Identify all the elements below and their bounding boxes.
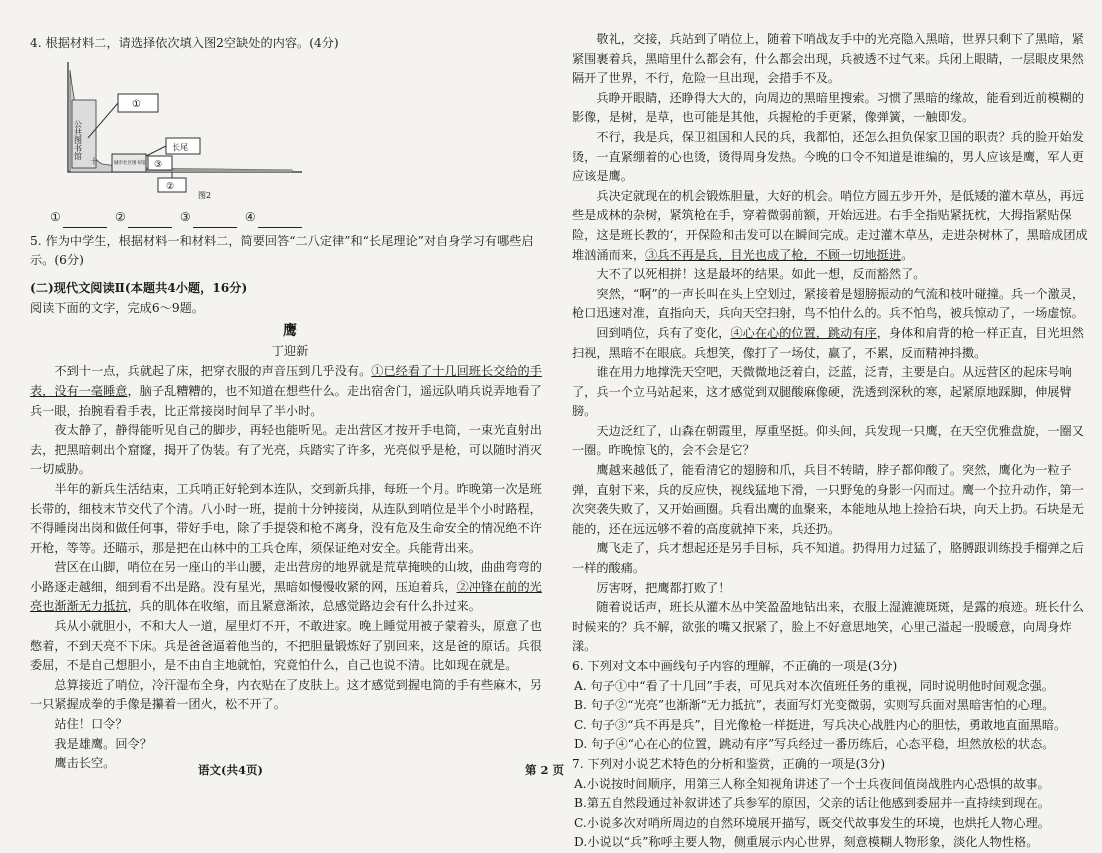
paragraph-18: 天边泛红了，山森在朝霞里，厚重坚挺。仰头间，兵发现一只鹰，在天空优雅盘旋，一圈又一圈。昨晚惊飞的，会不会是它？ (572, 423, 1084, 458)
q7-option-a[interactable]: A.小说按时间顺序，用第三人称全知视角讲述了一个士兵夜间值岗战胜内心恐惧的故事。 (574, 776, 1050, 791)
blank-2[interactable]: ② (115, 208, 172, 228)
figure-caption: 图2 (198, 190, 212, 200)
underlined-sentence-2: ②冲锋在前的光亮也渐渐无力抵抗 (30, 579, 542, 614)
paragraph-13: 兵决定就现在的机会锻炼胆量，大好的机会。哨位方圆五步开外，是低矮的灌木草丛，再远些是成林的杂树，紧筑枪在手，穿着微弱前额，开始远进。右手全指贴紧抚枕，大拇指紧贴保险，这是班长教的‘，开保险和击发可以在瞬间完成。走过灌木草丛，走进杂树林了，黑暗成团成堆汹涌而来，③兵不再是兵，目光也成了枪，不顾一切地挺进。 (572, 188, 1088, 262)
paragraph-1: 不到十一点，兵就起了床，把穿衣服的声音压到几乎没有。①已经看了十几回班长交给的手表，没有一毫睡意，脑子乱糟糟的，也不知道在想些什么。走出宿舍门，遥远队哨兵说弄地看了兵一眼，抬腕看看手表，比正常接岗时间早了半小时。 (30, 364, 542, 418)
q6-option-c[interactable]: C. 句子③“兵不再是兵”，目光像枪一样挺进，写兵决心战胜内心的胆怯，勇敢地直面黑暗。 (574, 717, 1067, 732)
underlined-sentence-1: ①已经看了十几回班长交给的手表，没有一毫睡意 (30, 364, 542, 398)
q6-option-b[interactable]: B. 句子②“光亮”也渐渐“无力抵抗”，表面写灯光变微弱，实则写兵面对黑暗害怕的心理。 (574, 698, 1055, 713)
paragraph-16: 回到哨位，兵有了变化，④心在心的位置，跳动有序，身体和肩背的枪一样正直，目光坦然扫视，黑暗不在眼底。兵想笑，像打了一场仗，赢了，不累，反而精神抖擞。 (572, 325, 1084, 360)
community-library-label: 城市社区图书馆 (114, 160, 146, 166)
paragraph-21: 厉害呀，把鹰都打败了！ (596, 580, 731, 595)
question-5: 5. 作为中学生，根据材料一和材料二，简要回答“二八定律”和“长尾理论”对自身学习有哪些启示。(6分) (30, 233, 534, 268)
box-2-label: ② (166, 181, 175, 192)
paragraph-20: 鹰飞走了，兵才想起还是另手目标，兵不知道。扔得用力过猛了，胳膊跟训练投手榴弹之后一样的酸痛。 (572, 541, 1084, 576)
footer-page-number: 第 2 页 (525, 763, 565, 777)
q7-option-c[interactable]: C.小说多次对哨所周边的自然环境展开描写，既交代故事发生的环境，也烘托人物心理。 (574, 815, 1050, 830)
tail-label: 长尾 (172, 142, 188, 152)
question-7: 7. 下列对小说艺术特色的分析和鉴赏，正确的一项是(3分) (572, 756, 886, 771)
paragraph-8: 我是雄鹰。回令？ (54, 736, 152, 751)
answer-blanks (50, 208, 550, 228)
paragraph-22: 随着说话声，班长从灌木丛中笑盈盈地钻出来，衣服上湿漉漉斑斑，是露的痕迹。班长什么时候来的？兵不解，欲张的嘴又抿紧了，脸上不好意思地笑，心里己溢起一股暖意，向周身炸漾。 (572, 600, 1084, 654)
left-column (30, 30, 550, 774)
paragraph-6: 总算接近了哨位，冷汗湿布全身，内衣贴在了皮肤上。这才感觉到握电筒的手有些麻木，另一只紧握成拳的手像是攥着一团火，松不开了。 (30, 677, 542, 712)
paragraph-2: 夜太静了，静得能听见自己的脚步，再轻也能听见。走出营区才按开手电筒，一束光直射出去，把黑暗刺出个窟窿，揭开了伪装。有了光亮，兵踏实了许多，光亮似乎是枪，可以随时消灭一切威胁。 (30, 423, 542, 477)
library-mark: 十 (90, 156, 98, 166)
underlined-sentence-3: ③兵不再是兵，目光也成了枪，不顾一切地挺进 (645, 247, 902, 262)
paragraph-17: 谁在用力地撑洗天空吧，天微微地泛着白，泛蓝，泛青，主要是白。从远营区的起床号响了，兵一个立马站起来，这才感觉到双腿酸麻像硬，洗透到深秋的寒，起紧原地踩脚，伸展臂膀。 (572, 365, 1072, 419)
paragraph-10: 敬礼，交接，兵站到了哨位上，随着下哨战友手中的光亮隐入黑暗，世界只剩下了黑暗，紧紧围裹着兵，黑暗里什么都会有，什么都会出现，兵被透不过气来。兵闭上眼睛，一层眼皮果然隔开了世界，不行，危险一旦出现，会措手不及。 (572, 32, 1084, 86)
blank-1[interactable]: ① (50, 208, 107, 228)
paragraph-19: 鹰越来越低了，能看清它的翅膀和爪，兵目不转睛，脖子都仰酸了。突然，鹰化为一粒子弹，直射下来，兵的反应快，视线猛地下滑，一只野兔的身影一闪而过。鹰一个拉升动作，第一次突袭失败了，又开始画圈。兵看出鹰的血聚来，本能地从地上捡拾石块，向天上扔。石块是无能的，还在远远够不着的高度就掉下来，兵还扔。 (572, 463, 1084, 536)
long-tail-figure (62, 60, 322, 200)
paragraph-9: 鹰击长空。 (54, 756, 116, 771)
box-1-label: ① (132, 98, 141, 110)
question-6: 6. 下列对文本中画线句子内容的理解，不正确的一项是(3分) (572, 659, 898, 673)
blank-3[interactable]: ③ (180, 208, 237, 228)
footer-page-count: 语文(共4页) (198, 763, 263, 777)
paragraph-14: 大不了以死相拼！这是最坏的结果。如此一想，反而豁然了。 (596, 267, 926, 282)
paragraph-3: 半年的新兵生活结束，工兵哨正好轮到本连队，交到新兵排，每班一个月。昨晚第一次是班长带的，细枝末节交代了个清。八小时一班，提前十分钟接岗，从连队到哨位是半个小时路程，不得睡岗出岗和做任何事，带好手电，除了手提袋和枪不离身，没有危及生命安全的情况绝不许开枪，等等。还瞄示，那是把在山林中的工兵仓库，须保证绝对安全。兵能背出来。 (30, 481, 542, 555)
paragraph-4: 营区在山脚，哨位在另一座山的半山腰，走出营房的地界就是荒草掩映的山坡，曲曲弯弯的小路逐走越细，细到看不出是路。没有星光，黑暗如慢慢收紧的网，压迫着兵，②冲锋在前的光亮也渐渐无力抵抗，兵的肌体在收缩，而且紧意渐浓，总感觉路边会有什么扑过来。 (30, 560, 542, 614)
story-author: 丁迎新 (271, 343, 309, 358)
paragraph-12: 不行，我是兵，保卫祖国和人民的兵，我都怕，还怎么担负保家卫国的职责？兵的脸开始发烫，一直紧绷着的心也烫，烫得周身发热。今晚的口令不知道是谁编的，男人应该是鹰，军人更应该是鹰。 (572, 129, 1084, 184)
q7-option-b[interactable]: B.第五自然段通过补叙讲述了兵参军的原因，父亲的话让他感到委屈并一直持续到现在。 (574, 796, 1050, 811)
reading-instruction: 阅读下面的文字，完成6～9题。 (30, 300, 204, 315)
head-curve (70, 70, 292, 172)
q7-option-d[interactable]: D.小说以“兵”称呼主要人物，侧重展示内心世界，刻意模糊人物形象，淡化人物性格。 (574, 835, 1039, 850)
box-3-label: ③ (154, 159, 163, 170)
q6-option-d[interactable]: D. 句子④“心在心的位置，跳动有序”写兵经过一番历练后，心态平稳，坦然放松的状态。 (574, 737, 1055, 752)
paragraph-15: 突然，“啊”的一声长叫在头上空划过，紧接着是翅膀振动的气流和枝叶碰撞。兵一个激灵，枪口迅速对准，直指向天，兵向天空扫射，鸟不怕什么的。兵不怕鸟，被兵惊动了，一场虚惊。 (572, 286, 1085, 321)
section-heading: (二)现代文阅读Ⅱ(本题共4小题，16分) (30, 280, 248, 295)
story-title: 鹰 (283, 323, 297, 340)
blank-4[interactable]: ④ (245, 208, 302, 228)
underlined-sentence-4: ④心在心的位置，跳动有序 (730, 325, 877, 340)
question-4: 4. 根据材料二，请选择依次填入图2空缺处的内容。(4分) (30, 36, 339, 50)
paragraph-5: 兵从小就胆小，不和大人一道，屋里灯不开，不敢进家。晚上睡觉用被子蒙着头，原意了也憋着，不到天亮不下床。兵是爸爸逼着他当的，不把胆量锻炼好了别回来，这是爸的原话。兵很委屈，不是自己想胆小，是不由自主地就怕，究竟怕什么，自己也说不清。比如现在就是。 (30, 619, 542, 673)
figure-axes (68, 62, 302, 172)
library-label: 公共图书馆 (73, 119, 83, 160)
paragraph-11: 兵睁开眼睛，还睁得大大的，向周边的黑暗里搜索。习惯了黑暗的缘故，能看到近前模糊的影像，是树，是草，也可能是其他，兵握枪的手更紧，像弹簧，一触即发。 (572, 90, 1084, 125)
right-column (572, 30, 1092, 853)
paragraph-7: 站住！口令？ (54, 717, 128, 732)
q6-option-a[interactable]: A. 句子①中“看了十几回”手表，可见兵对本次值班任务的重视，同时说明他时间观念强。 (574, 678, 1054, 693)
